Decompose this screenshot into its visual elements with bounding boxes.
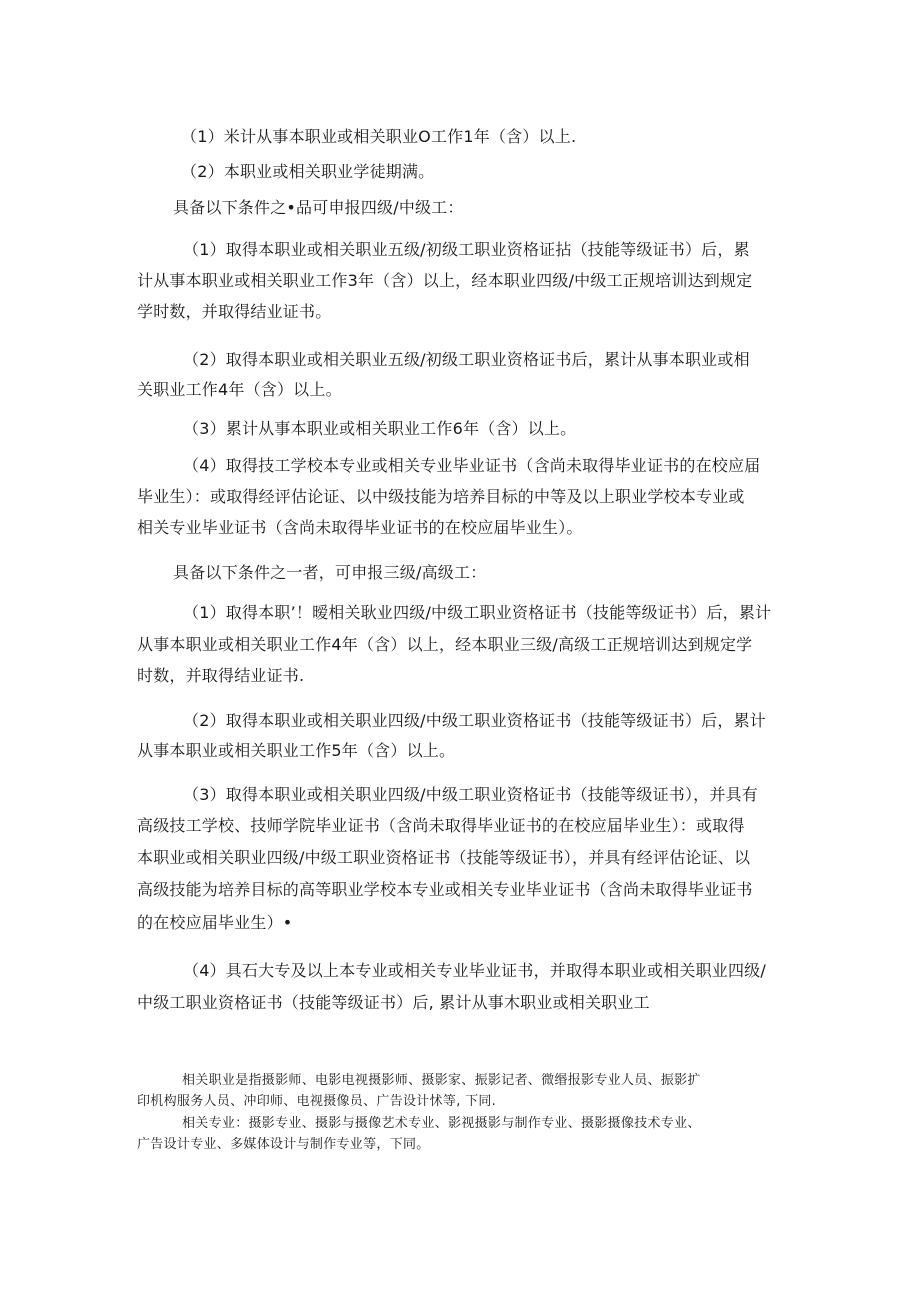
paragraph-line: 从事本职业或相关职业工作4年（含）以上，经本职业三级/高级工正规培训达到规定学 bbox=[137, 635, 753, 654]
paragraph-line: （4）具石大专及以上本专业或相关专业毕业证书，并取得本职业或相关职业四级/ bbox=[183, 961, 766, 980]
paragraph-line: 从事本职业或相关职业工作5年（含）以上。 bbox=[137, 741, 456, 760]
paragraph-line: （2）取得本职业或相关职业四级/中级工职业资格证书（技能等级证书）后，累计 bbox=[183, 711, 766, 730]
section-heading: 具备以下条件之•品可申报四级/中级工： bbox=[173, 198, 464, 217]
paragraph-line: （3）取得本职业或相关职业四级/中级工职业资格证书（技能等级证书），并具有 bbox=[183, 785, 758, 804]
paragraph-line: （2）取得本职业或相关职业五级/初级工职业资格证书后，累计从事本职业或相 bbox=[183, 350, 750, 369]
paragraph-line: （3）累计从事本职业或相关职业工作6年（含）以上。 bbox=[183, 419, 577, 438]
paragraph-line: （1）米计从事本职业或相关职业O工作1年（含）以上. bbox=[181, 127, 577, 146]
paragraph-line: （1）取得本职’！暧相关耿业四级/中级工职业资格证书（技能等级证书）后，累计 bbox=[183, 603, 772, 622]
paragraph-line: （2）本职业或相关职业学徒期满。 bbox=[181, 162, 435, 181]
paragraph-line: （1）取得本职业或相关职业五级/初级工职业资格证拈（技能等级证书）后，累 bbox=[183, 240, 750, 259]
paragraph-line: 学时数，并取得结业证书。 bbox=[137, 302, 332, 321]
paragraph-line: 时数，并取得结业证书. bbox=[137, 666, 305, 685]
section-heading: 具备以下条件之一者，可申报三级/高级工： bbox=[173, 563, 487, 582]
footnote-line: 相关职业是指摄影师、电影电视摄影师、摄影家、振影记者、微缗报影专业人员、振影扩 bbox=[182, 1073, 701, 1088]
footnote-line: 广告设计专业、多媒体设计与制作专业等，下同。 bbox=[137, 1137, 430, 1152]
paragraph-line: 计从事本职业或相关职业工作3年（含）以上，经本职业四级/中级工正规培训达到规定 bbox=[137, 271, 753, 290]
paragraph-line: 关职业工作4年（含）以上。 bbox=[137, 380, 342, 399]
footnote-line: 印机构服务人员、冲印师、电视摄像员、广告设计怵等, 下同. bbox=[137, 1094, 497, 1109]
paragraph-line: 相关专业毕业证书（含尚未取得毕业证书的在校应届毕业生）。 bbox=[137, 518, 583, 537]
paragraph-line: 本职业或相关职业四级/中级工职业资格证书（技能等级证书），并具有经评估论证、以 bbox=[137, 848, 751, 867]
paragraph-line: （4）取得技工学校本专业或相关专业毕业证书（含尚未取得毕业证书的在校应届 bbox=[183, 456, 761, 475]
paragraph-line: 的在校应届毕业生）• bbox=[137, 913, 293, 932]
paragraph-line: 高级技能为培养目标的高等职业学校本专业或相关专业毕业证书（含尚未取得毕业证书 bbox=[137, 880, 753, 899]
footnote-line: 相关专业：摄影专业、摄影与摄像艺术专业、影视摄影与制作专业、摄影摄像技术专业、 bbox=[182, 1116, 701, 1131]
paragraph-line: 毕业生）：或取得经评估论证、以中级技能为培养目标的中等及以上职业学校本专业或 bbox=[137, 487, 745, 506]
paragraph-line: 中级工职业资格证书（技能等级证书）后, 累计从事木职业或相关职业工 bbox=[137, 993, 650, 1012]
paragraph-line: 高级技工学校、技师学院毕业证书（含尚未取得毕业证书的在校应届毕业生）：或取得 bbox=[137, 816, 745, 835]
